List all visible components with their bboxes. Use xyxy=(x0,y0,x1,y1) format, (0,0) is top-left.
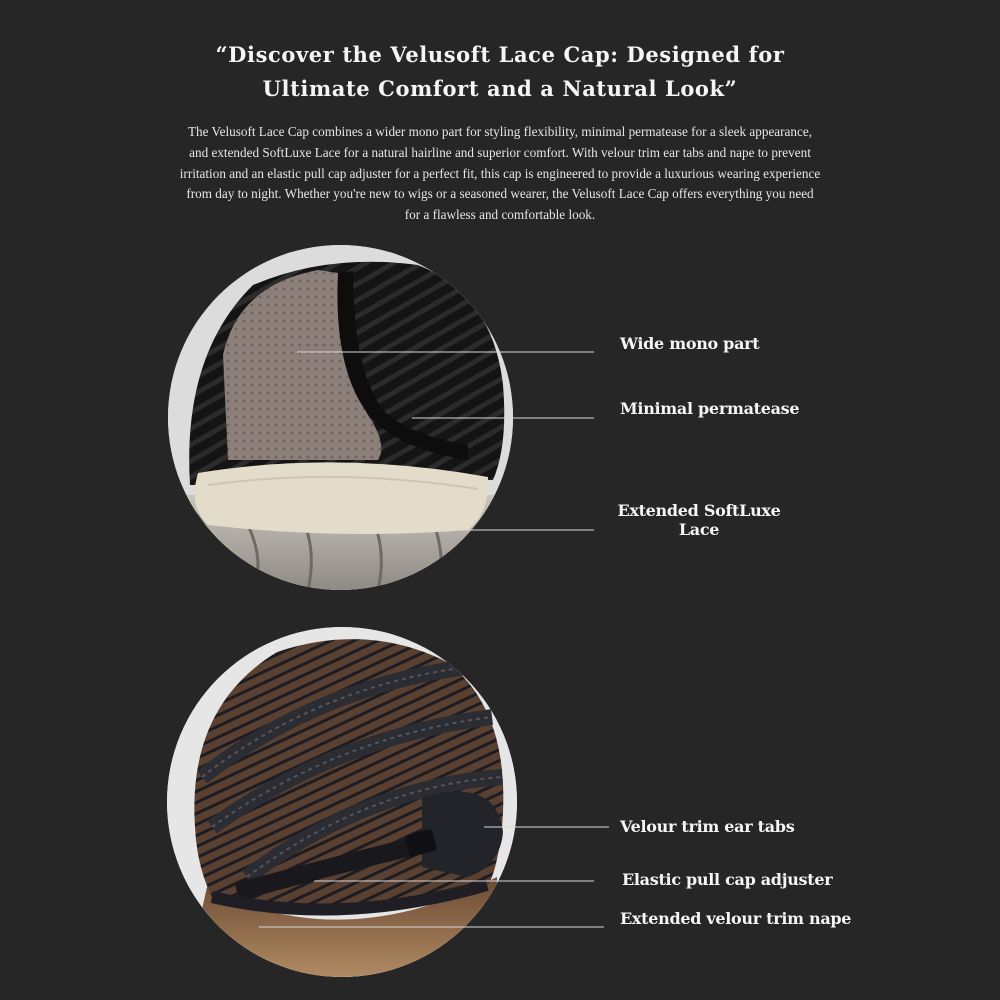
page-title-line-2: Ultimate Comfort and a Natural Look” xyxy=(262,76,738,101)
label-extended-softluxe-lace-line-1: Extended SoftLuxe xyxy=(617,501,781,520)
page-title-line-1: “Discover the Velusoft Lace Cap: Designed for xyxy=(215,42,785,67)
label-velour-trim-ear-tabs: Velour trim ear tabs xyxy=(620,817,795,836)
product-description: The Velusoft Lace Cap combines a wider mono part for styling flexibility, minimal permatease for a sleek appearance, and extended SoftLuxe Lace for a natural hairline and superior comfort. With velour trim ear tabs and nape to prevent irritation and an elastic pull cap adjuster for a perfect fit, this cap is engineered to provide a luxurious wearing experience from day to night. Whether you're new to wigs or a seasoned wearer, the Velusoft Lace Cap offers everything you need for a flawless and comfortable look. xyxy=(179,124,821,223)
label-elastic-pull-cap-adjuster: Elastic pull cap adjuster xyxy=(622,870,833,889)
label-extended-velour-trim-nape: Extended velour trim nape xyxy=(620,909,852,928)
label-extended-softluxe-lace-line-2: Lace xyxy=(678,520,720,539)
label-minimal-permatease: Minimal permatease xyxy=(620,399,800,418)
label-extended-softluxe-lace xyxy=(610,501,788,539)
label-wide-mono-part: Wide mono part xyxy=(620,334,760,353)
